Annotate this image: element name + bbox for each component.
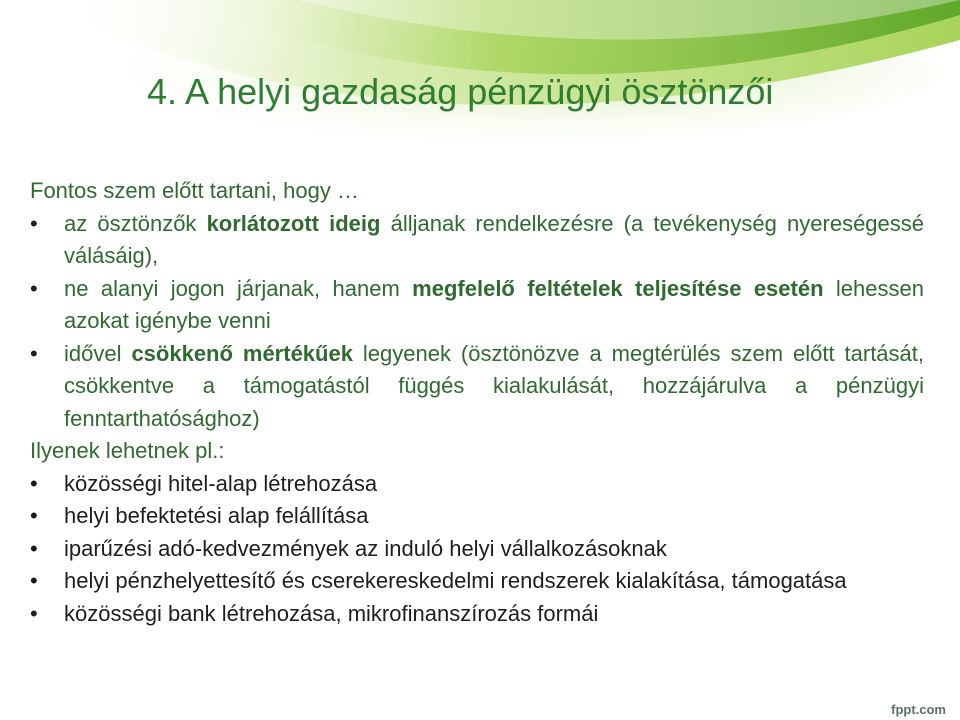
slide-content	[30, 175, 924, 630]
intro-text: Fontos szem előtt tartani, hogy …	[30, 178, 359, 203]
conditions-list	[30, 208, 924, 436]
emphasis-text: korlátozott ideig	[206, 210, 381, 236]
item-text: idővel	[64, 340, 132, 366]
emphasis-text: megfelelő feltételek teljesítése esetén	[412, 275, 824, 301]
example-item: • helyi pénzhelyettesítő és cserekereskedelmi rendszerek kialakítása, támogatása	[30, 565, 924, 598]
slide-title: 4. A helyi gazdaság pénzügyi ösztönzői	[147, 71, 774, 112]
example-item: • közösségi hitel-alap létrehozása	[30, 468, 924, 501]
item-text: lehessen azokat igénybe venni	[64, 275, 924, 333]
example-item: • közösségi bank létrehozása, mikrofinanszírozás formái	[30, 598, 924, 631]
condition-item	[30, 273, 924, 338]
item-text: álljanak rendelkezésre (a tevékenység nyereségessé válásáig),	[64, 210, 925, 268]
item-text: legyenek (ösztönözve a megtérülés szem előtt tartását, csökkentve a támogatástól függés kialakulását, hozzájárulva a pénzügyi fenntarthatósághoz)	[64, 340, 925, 431]
condition-item	[30, 338, 924, 436]
item-text: ne alanyi jogon járjanak, hanem	[64, 275, 413, 301]
example-item: • iparűzési adó-kedvezmények az induló helyi vállalkozásoknak	[30, 533, 924, 566]
watermark: fppt.com	[891, 702, 946, 717]
examples-list	[30, 468, 924, 631]
item-text: az ösztönzők	[64, 210, 207, 236]
emphasis-text: csökkenő mértékűek	[131, 340, 353, 366]
example-item: • helyi befektetési alap felállítása	[30, 500, 924, 533]
transition-text: Ilyenek lehetnek pl.:	[30, 438, 225, 463]
condition-item	[30, 208, 924, 273]
